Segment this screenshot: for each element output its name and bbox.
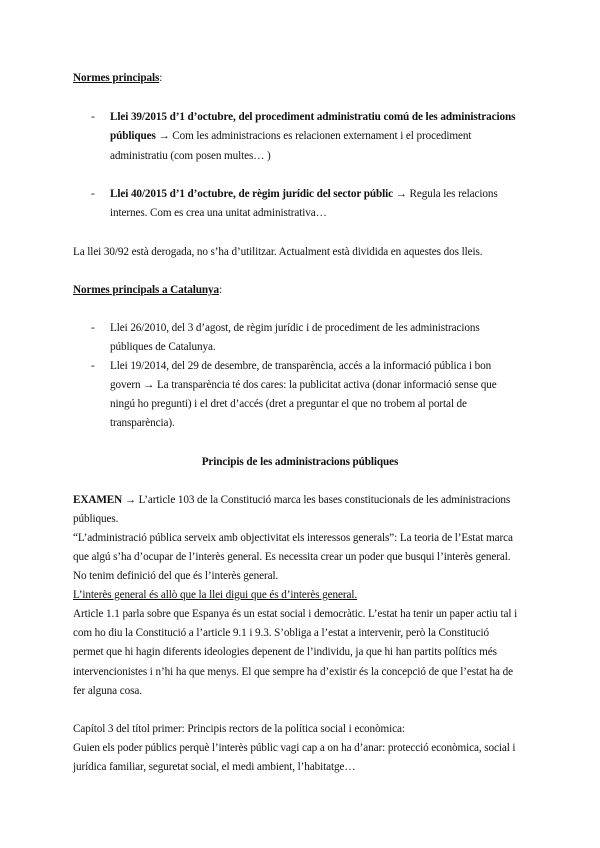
body-line: públiques. bbox=[73, 513, 119, 525]
heading-normes-text: Normes principals bbox=[73, 72, 160, 84]
body-line: intervencionistes i n’hi ha que menys. El que sempre ha d’existir és la concepció de que l’estat ha de bbox=[73, 666, 513, 678]
llei-40-bold: Llei 40/2015 d’1 d’octubre, de règim jurídic del sector públic bbox=[110, 188, 393, 200]
body-line-underlined: L’interès general és allò que la llei digui que és d’interès general. bbox=[73, 589, 358, 601]
section-title: Principis de les administracions públiques bbox=[201, 456, 399, 468]
list-item-llei-19-line1: Llei 19/2014, del 29 de desembre, de transparència, accés a la informació pública i bon bbox=[110, 360, 492, 372]
list-item-llei-19-line2: govern → La transparència té dos cares: la publicitat activa (donar informació sense que bbox=[110, 379, 497, 391]
list-item-llei-39-line2 bbox=[110, 129, 471, 143]
llei-40-desc: → Regula les relacions bbox=[393, 188, 498, 200]
paragraph-derogada: La llei 30/92 està derogada, no s’ha d’utilitzar. Actualment està dividida en aquestes dos lleis. bbox=[73, 246, 483, 258]
heading-colon: : bbox=[159, 72, 163, 84]
heading-colon: : bbox=[218, 284, 222, 296]
list-item-llei-26-line2: públiques de Catalunya. bbox=[110, 341, 216, 353]
list-item-llei-39-line3: administratiu (com posen multes… ) bbox=[110, 150, 271, 162]
body-line: permet que hi hagin diferents ideologies depenent de l’individu, ja que hi han partits polítics més bbox=[73, 646, 497, 658]
body-line: Guien els poder públics perquè l’interès públic vagi cap a on ha d’anar: protecció econòmica, social i bbox=[73, 742, 516, 754]
body-line: “L’administració pública serveix amb objectivitat els interessos generals”: La teoria de l’Estat marca bbox=[73, 532, 513, 544]
list-item-llei-40-line2: internes. Com es crea una unitat administrativa… bbox=[110, 207, 327, 219]
list-dash: - bbox=[91, 322, 95, 334]
paragraph-examen bbox=[73, 493, 510, 507]
heading-normes-catalunya bbox=[73, 283, 222, 297]
body-line: fer alguna cosa. bbox=[73, 685, 142, 697]
body-line: Article 1.1 parla sobre que Espanya és un estat social i democràtic. L’estat ha tenir un paper actiu tal i bbox=[73, 608, 518, 620]
examen-label: EXAMEN bbox=[73, 494, 123, 506]
heading-normes-principals bbox=[73, 71, 162, 85]
body-line: Capítol 3 del títol primer: Principis rectors de la política social i econòmica: bbox=[73, 723, 405, 735]
llei-39-bold-tail: públiques bbox=[110, 130, 156, 142]
list-dash: - bbox=[91, 188, 95, 200]
list-dash: - bbox=[91, 111, 95, 123]
list-dash: - bbox=[91, 360, 95, 372]
list-item-llei-39-line1: Llei 39/2015 d’1 d’octubre, del procediment administratiu comú de les administracions bbox=[110, 111, 516, 123]
list-item-llei-26-line1: Llei 26/2010, del 3 d’agost, de règim jurídic i de procediment de les administracions bbox=[110, 322, 480, 334]
body-line: com ho diu la Constitució a l’article 9.1 i 9.3. S’obliga a l’estat a intervenir, però la Constitució bbox=[73, 627, 490, 639]
examen-text: → L’article 103 de la Constitució marca les bases constitucionals de les administracions bbox=[122, 494, 511, 506]
body-line: que algú s’ha d’ocupar de l’interès general. Es necessita crear un poder que busqui l’interès general. bbox=[73, 551, 511, 563]
list-item-llei-19-line3: ningú ho pregunti) i el dret d’accés (dret a preguntar el que no trobem al portal de bbox=[110, 398, 467, 410]
list-item-llei-19-line4: transparència). bbox=[110, 417, 175, 429]
llei-39-desc: → Com les administracions es relacionen externament i el procediment bbox=[155, 130, 472, 142]
body-line: No tenim definició del que és l’interès general. bbox=[73, 570, 279, 582]
heading-catalunya-text: Normes principals a Catalunya bbox=[73, 284, 219, 296]
body-line: jurídica familiar, seguretat social, el medi ambient, l’habitatge… bbox=[73, 761, 356, 773]
list-item-llei-40-line1 bbox=[110, 187, 498, 201]
